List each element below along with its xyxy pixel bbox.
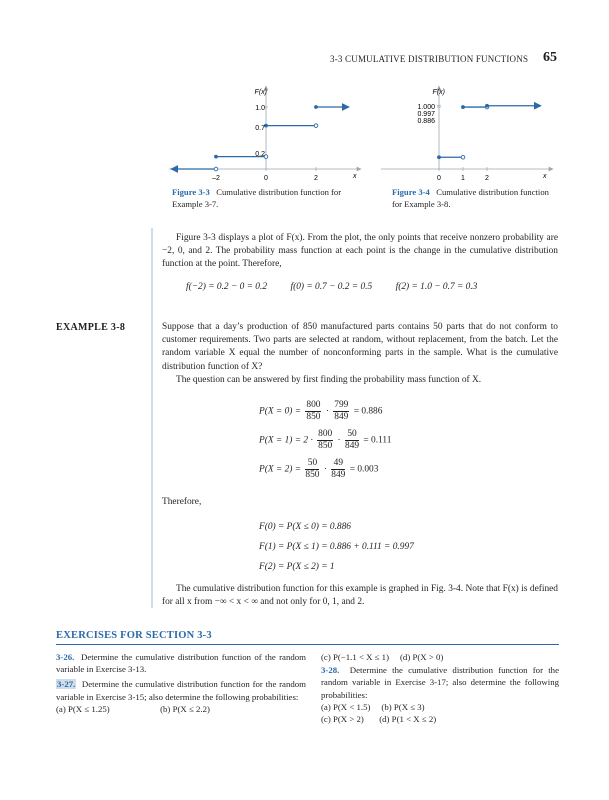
page-number: 65 xyxy=(543,50,557,65)
figure-3-3-xlabel: x xyxy=(353,173,357,180)
eq2-den2: 849 xyxy=(345,441,360,451)
open-point xyxy=(461,155,465,159)
eq2-rhs: = 0.111 xyxy=(363,435,392,446)
figure-3-4-axes xyxy=(381,86,553,171)
equation-px2 xyxy=(259,458,378,481)
open-point xyxy=(314,124,318,128)
eq1-dot: · xyxy=(325,406,329,417)
sidebar-rule xyxy=(151,228,153,318)
eq2-den1: 850 xyxy=(318,441,333,451)
cdf-line-3: F(2) = P(X ≤ 2) = 1 xyxy=(259,562,335,572)
eq3-lhs: P(X = 2) = xyxy=(259,464,302,475)
closed-point xyxy=(437,155,441,159)
exercise-3-28-parts-ab: (a) P(X < 1.5) (b) P(X ≤ 3) xyxy=(321,701,425,712)
example-label: EXAMPLE 3-8 xyxy=(56,322,126,333)
figure-3-3-ytick: 0.2 xyxy=(255,151,265,158)
eq3-rhs: = 0.003 xyxy=(349,464,379,475)
eq2-lhs: P(X = 1) = 2 · xyxy=(259,435,313,446)
eq2-dot: · xyxy=(337,435,341,446)
exercise-3-27-number: 3-27. xyxy=(57,679,76,690)
exercise-3-27-parts-cd: (c) P(−1.1 < X ≤ 1) (d) P(X > 0) xyxy=(321,652,444,662)
figure-3-3-ytick: 0.7 xyxy=(255,125,265,132)
closed-point xyxy=(485,104,489,108)
exercise-3-27-text: Determine the cumulative distribution function for the random variable in Exercise 3-15; also determine the following probabilities: xyxy=(56,679,306,702)
closed-point xyxy=(214,155,218,159)
eq1-lhs: P(X = 0) = xyxy=(259,406,302,417)
closed-point xyxy=(461,105,465,109)
figure-3-4-ylabel: F(x) xyxy=(432,89,445,96)
exercise-3-27-parts-ab xyxy=(56,703,306,715)
figure-3-3-xtick: 2 xyxy=(314,175,318,182)
eq3-num2: 49 xyxy=(331,458,345,470)
eq1-den2: 849 xyxy=(334,412,349,422)
exercises-column-left xyxy=(56,651,306,715)
open-point xyxy=(214,167,218,171)
exercise-3-26-number: 3-26. xyxy=(56,652,75,662)
figure-3-4-ytick: 0.886 xyxy=(417,118,435,125)
figure-3-4-marks xyxy=(383,104,541,182)
closed-point xyxy=(314,105,318,109)
figure-3-4-caption-label: Figure 3-4 xyxy=(392,187,430,197)
figure-3-4-ytick: 1.000 xyxy=(417,104,435,111)
example-sidebar-rule xyxy=(151,318,153,608)
exercise-3-28-parts-cd: (c) P(X > 2) (d) P(1 < X ≤ 2) xyxy=(321,714,437,725)
cdf-line-1: F(0) = P(X ≤ 0) = 0.886 xyxy=(259,522,351,532)
eq1-rhs: = 0.886 xyxy=(353,406,383,417)
equation-px0 xyxy=(259,400,382,423)
figure-3-3-caption-label: Figure 3-3 xyxy=(172,187,210,197)
figure-3-4-chart xyxy=(377,82,557,182)
figure-3-3-ytick: 1.0 xyxy=(255,105,265,112)
figure-3-4-xtick: 0 xyxy=(437,175,441,182)
eq1-num1: 800 xyxy=(306,400,321,410)
exercise-3-26-text: Determine the cumulative distribution function of the random variable in Exercise 3-13. xyxy=(56,652,306,675)
figure-3-3-ylabel: F(x) xyxy=(254,89,267,96)
eq1-num2: 799 xyxy=(334,400,349,410)
figure-3-4-caption-text: Cumulative distribution function for Example 3-8. xyxy=(392,187,549,209)
exercise-3-28-text: Determine the cumulative distribution function for the random variable in Exercise 3-17; also determine the following probabilities: xyxy=(321,665,559,700)
exercise-3-27-part-a: (a) P(X ≤ 1.25) xyxy=(56,703,110,714)
figure-3-3-marks xyxy=(171,105,349,171)
eq3-dot: · xyxy=(323,464,327,475)
eq3-den1: 850 xyxy=(305,470,320,480)
figure-3-3-xtick: –2 xyxy=(212,175,220,182)
therefore-text: Therefore, xyxy=(162,497,202,507)
figure-3-4-xtick: 2 xyxy=(485,175,489,182)
pmf-equations: f(−2) = 0.2 − 0 = 0.2 f(0) = 0.7 − 0.2 = 0.5 f(2) = 1.0 − 0.7 = 0.3 xyxy=(186,282,478,292)
exercise-3-27-part-b: (b) P(X ≤ 2.2) xyxy=(160,703,210,714)
cdf-line-2: F(1) = P(X ≤ 1) = 0.886 + 0.111 = 0.997 xyxy=(259,542,414,552)
example-closing: The cumulative distribution function for this example is graphed in Fig. 3-4. Note that F(x) is defined for all x from −∞ < x < ∞ and not only for 0, 1, and 2. xyxy=(162,584,558,608)
example-paragraph-1: Suppose that a day’s production of 850 manufactured parts contains 50 parts that do not conform to customer requirements. Two parts are selected at random, without replacement, from the batch. Let the random variable X equal the number of nonconforming parts in the sample. What is the cumulative distribution function of X? xyxy=(162,322,558,372)
figure-3-4-caption xyxy=(392,186,552,210)
figure-3-3-chart xyxy=(165,82,365,182)
exercise-3-28-number: 3-28. xyxy=(321,665,340,676)
eq3-num1: 50 xyxy=(305,458,319,470)
eq2-num1: 800 xyxy=(318,429,333,439)
exercise-3-28 xyxy=(321,664,559,701)
figure-3-4-xlabel: x xyxy=(543,173,547,180)
exercise-3-26 xyxy=(56,651,306,675)
figure-3-3-xtick: 0 xyxy=(264,175,268,182)
exercise-3-27 xyxy=(56,678,306,702)
exercises-title: EXERCISES FOR SECTION 3-3 xyxy=(56,630,212,641)
example-paragraph-2: The question can be answered by first finding the probability mass function of X. xyxy=(176,375,482,385)
eq3-den2: 849 xyxy=(331,470,346,480)
exercises-rule xyxy=(56,644,559,645)
running-title: 3-3 CUMULATIVE DISTRIBUTION FUNCTIONS xyxy=(330,54,529,64)
figure-3-3-caption-text: Cumulative distribution function for Example 3-7. xyxy=(172,187,342,209)
eq2-num2: 50 xyxy=(345,429,359,441)
figure-3-3-caption xyxy=(172,186,372,210)
figure-3-4-ytick: 0.997 xyxy=(417,111,435,118)
exercises-column-right xyxy=(321,651,559,725)
figure-3-4-xtick: 1 xyxy=(461,175,465,182)
equation-px1 xyxy=(259,429,391,452)
eq1-den1: 850 xyxy=(306,412,321,422)
intro-paragraph: Figure 3-3 displays a plot of F(x). From the plot, the only points that receive nonzero probability are −2, 0, and 2. The probability mass function at each point is the change in the cumulative distribution function at the point. Therefore, xyxy=(162,233,558,270)
